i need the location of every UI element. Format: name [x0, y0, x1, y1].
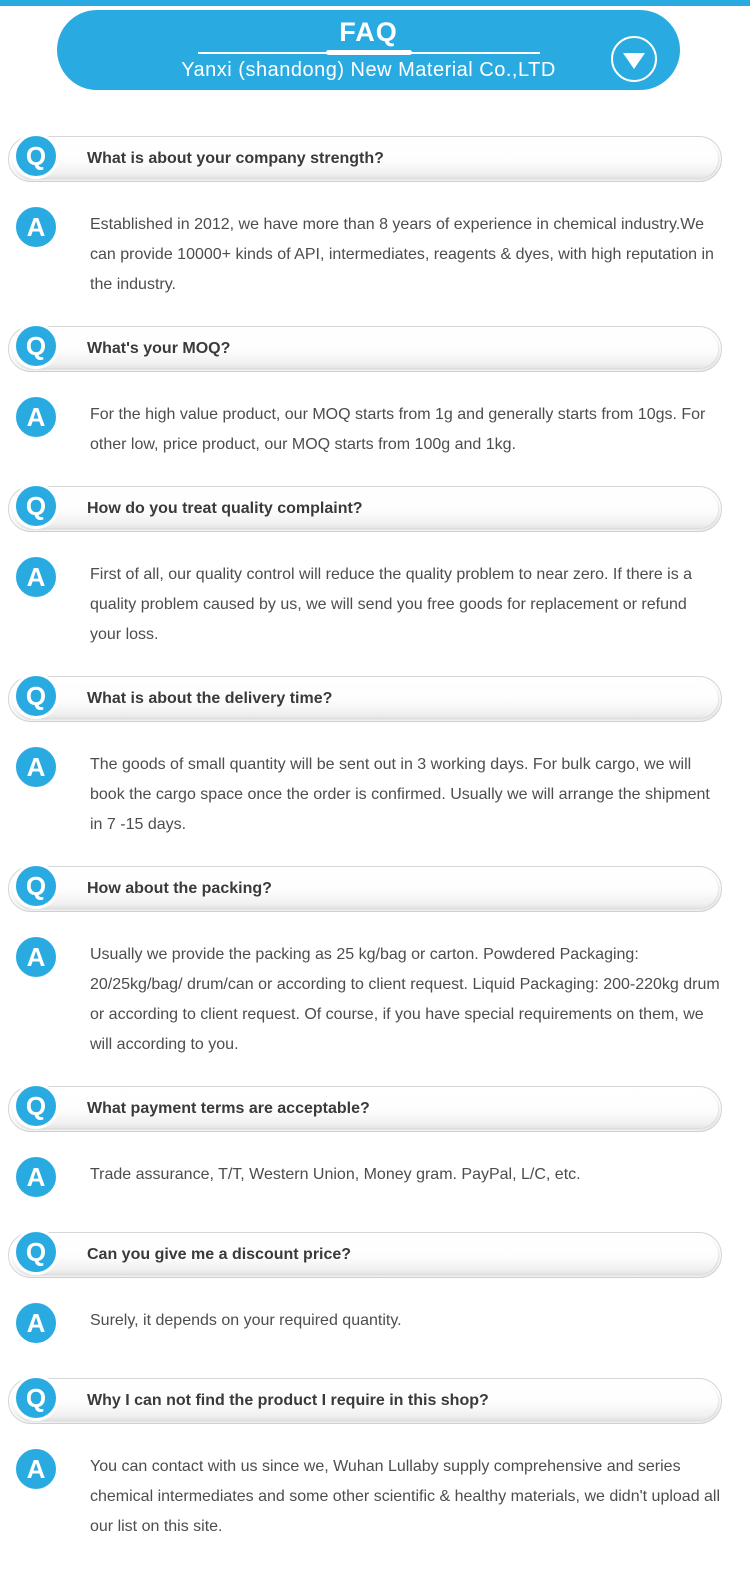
- divider-thick-segment: [326, 50, 412, 55]
- question-badge: [13, 483, 59, 529]
- question-badge: [13, 863, 59, 909]
- header-title: FAQ: [339, 17, 398, 47]
- question-bar-inner: [12, 490, 718, 528]
- answer-text: Usually we provide the packing as 25 kg/bag or carton. Powdered Packaging: 20/25kg/bag/ drum/can or according to client request. Liquid Packaging: 200-220kg drum or according to client request. Of course, if you have special requirements on them, we will according to you.: [90, 946, 720, 1053]
- answer-text: Surely, it depends on your required quantity.: [90, 1312, 402, 1329]
- question-text: Why I can not find the product I require in this shop?: [87, 1392, 489, 1409]
- answer-text: For the high value product, our MOQ starts from 1g and generally starts from 10gs. For other low, price product, our MOQ starts from 100g and 1kg.: [90, 406, 706, 453]
- question-bar[interactable]: [8, 136, 722, 182]
- question-bar-inner: [12, 140, 718, 178]
- answer-badge-letter: A: [26, 562, 46, 592]
- answer-row: [8, 1452, 722, 1542]
- answer-row: [8, 400, 722, 460]
- answer-badge: [13, 1446, 59, 1492]
- answer-badge: [13, 394, 59, 440]
- question-badge-letter: Q: [25, 331, 47, 361]
- chevron-down-icon: [623, 53, 645, 69]
- answer-row: [8, 750, 722, 840]
- question-row[interactable]: [8, 1232, 722, 1278]
- answer-text: First of all, our quality control will reduce the quality problem to near zero. If there is a quality problem caused by us, we will send you free goods for replacement or refund your loss.: [90, 566, 693, 643]
- question-badge-letter: Q: [25, 871, 47, 901]
- question-bar-inner: [12, 330, 718, 368]
- question-badge: [13, 1229, 59, 1275]
- question-bar-inner: [12, 870, 718, 908]
- question-row[interactable]: [8, 486, 722, 532]
- question-row[interactable]: [8, 866, 722, 912]
- answer-badge: [13, 744, 59, 790]
- answer-row: [8, 1160, 722, 1206]
- question-text: What is about your company strength?: [87, 150, 384, 167]
- answer-badge-letter: A: [26, 942, 46, 972]
- question-badge: [13, 1083, 59, 1129]
- faq-item: [8, 326, 722, 460]
- faq-item: [8, 1232, 722, 1352]
- question-bar-inner: [12, 680, 718, 718]
- answer-row: [8, 210, 722, 300]
- answer-badge: [13, 204, 59, 250]
- question-badge: [13, 323, 59, 369]
- faq-list: [0, 136, 750, 1542]
- question-text: What is about the delivery time?: [87, 690, 333, 707]
- question-badge-letter: Q: [25, 1091, 47, 1121]
- question-text: What's your MOQ?: [87, 340, 231, 357]
- question-text: How about the packing?: [87, 880, 272, 897]
- faq-item: [8, 676, 722, 840]
- collapse-button[interactable]: [611, 36, 657, 82]
- answer-text: You can contact with us since we, Wuhan Lullaby supply comprehensive and series chemical intermediates and some other scientific & healthy materials, we didn't upload all our list on this site.: [90, 1458, 721, 1535]
- answer-row: [8, 560, 722, 650]
- answer-badge: [13, 934, 59, 980]
- question-text: What payment terms are acceptable?: [87, 1100, 370, 1117]
- question-badge: [13, 1375, 59, 1421]
- answer-text: Established in 2012, we have more than 8 years of experience in chemical industry.We can provide 10000+ kinds of API, intermediates, reagents & dyes, with high reputation in the industry.: [90, 216, 714, 293]
- question-badge: [13, 133, 59, 179]
- question-bar[interactable]: [8, 866, 722, 912]
- answer-text: The goods of small quantity will be sent out in 3 working days. For bulk cargo, we will book the cargo space once the order is confirmed. Usually we will arrange the shipment in 7 -15 days.: [90, 756, 710, 833]
- answer-badge: [13, 1300, 59, 1346]
- answer-badge-letter: A: [26, 212, 46, 242]
- answer-badge-letter: A: [26, 1162, 46, 1192]
- header-subtitle: Yanxi (shandong) New Material Co.,LTD: [181, 59, 556, 81]
- answer-badge: [13, 1154, 59, 1200]
- question-row[interactable]: [8, 1086, 722, 1132]
- top-strip: [0, 0, 750, 6]
- question-row[interactable]: [8, 676, 722, 722]
- answer-badge-letter: A: [26, 1454, 46, 1484]
- faq-item: [8, 136, 722, 300]
- question-bar[interactable]: [8, 1232, 722, 1278]
- answer-row: [8, 1306, 722, 1352]
- answer-badge-letter: A: [26, 1308, 46, 1338]
- question-row[interactable]: [8, 326, 722, 372]
- header-divider: [198, 50, 540, 55]
- question-badge-letter: Q: [25, 1383, 47, 1413]
- answer-text: Trade assurance, T/T, Western Union, Money gram. PayPal, L/C, etc.: [90, 1166, 581, 1183]
- question-row[interactable]: [8, 136, 722, 182]
- question-bar[interactable]: [8, 326, 722, 372]
- faq-item: [8, 1378, 722, 1542]
- question-badge-letter: Q: [25, 1237, 47, 1267]
- answer-row: [8, 940, 722, 1060]
- faq-item: [8, 486, 722, 650]
- question-bar-inner: [12, 1236, 718, 1274]
- question-bar[interactable]: [8, 1086, 722, 1132]
- question-bar[interactable]: [8, 676, 722, 722]
- question-bar[interactable]: [8, 1378, 722, 1424]
- question-row[interactable]: [8, 1378, 722, 1424]
- question-badge: [13, 673, 59, 719]
- faq-header: [57, 10, 680, 90]
- answer-badge-letter: A: [26, 752, 46, 782]
- question-text: How do you treat quality complaint?: [87, 500, 363, 517]
- question-badge-letter: Q: [25, 141, 47, 171]
- question-badge-letter: Q: [25, 681, 47, 711]
- answer-badge: [13, 554, 59, 600]
- question-bar-inner: [12, 1382, 718, 1420]
- question-bar[interactable]: [8, 486, 722, 532]
- answer-badge-letter: A: [26, 402, 46, 432]
- question-text: Can you give me a discount price?: [87, 1246, 352, 1263]
- question-bar-inner: [12, 1090, 718, 1128]
- faq-item: [8, 1086, 722, 1206]
- faq-item: [8, 866, 722, 1060]
- question-badge-letter: Q: [25, 491, 47, 521]
